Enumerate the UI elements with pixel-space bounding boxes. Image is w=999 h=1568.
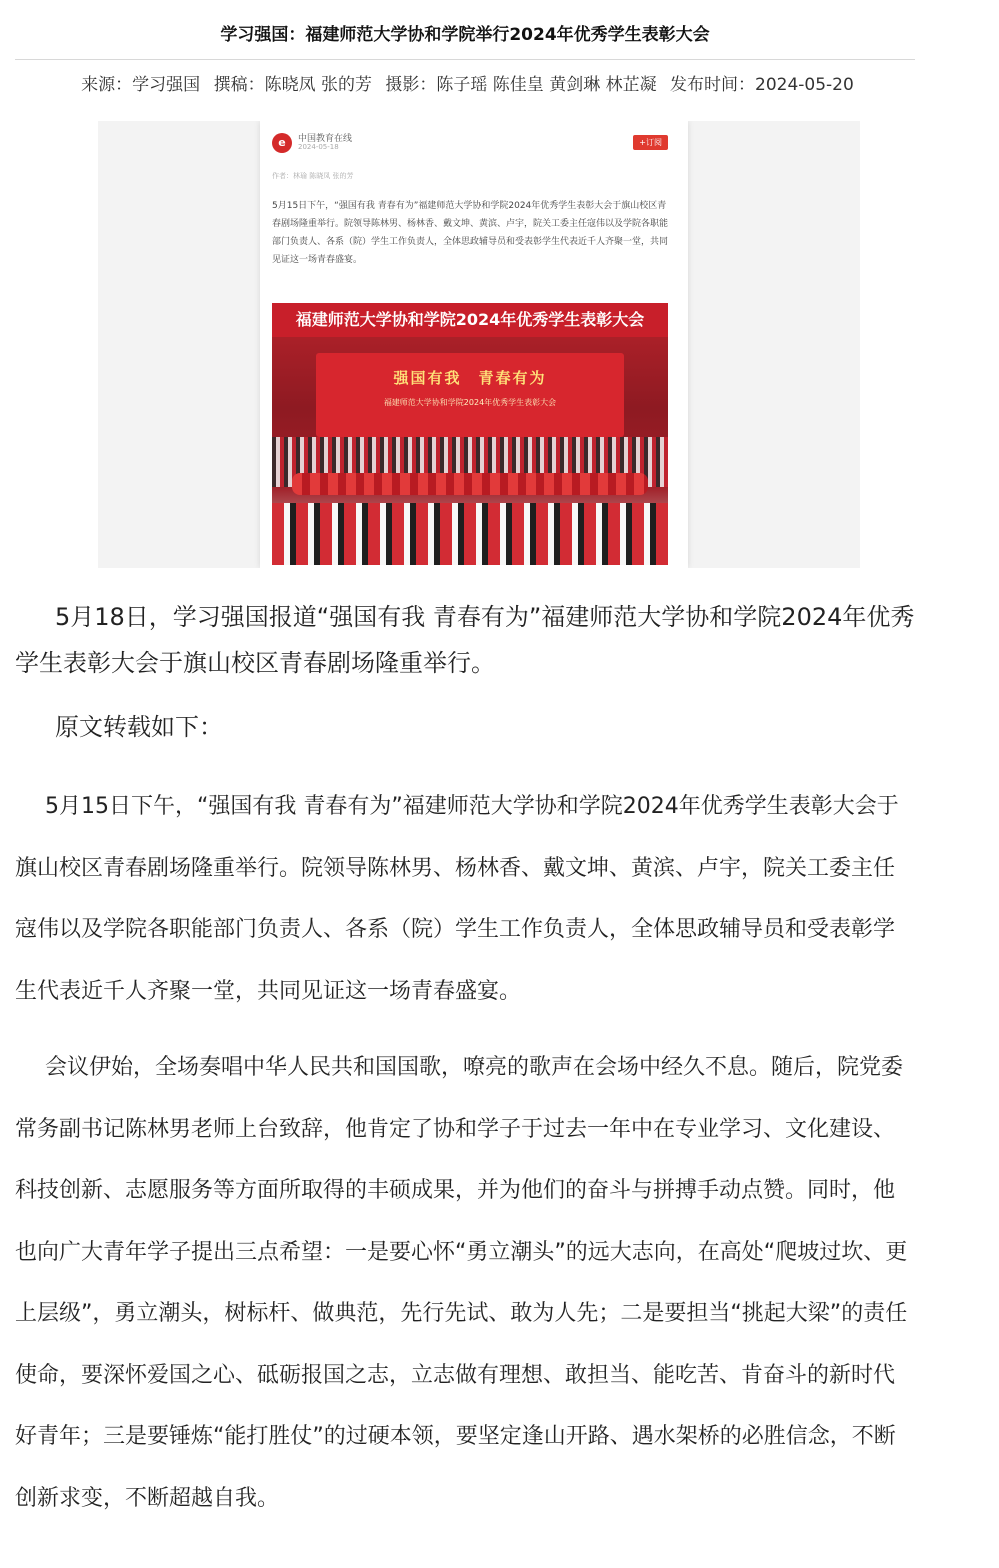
writers-label: 撰稿：陈晓凤 张的芳: [213, 75, 372, 95]
stage-slogan: 强国有我 青春有为: [393, 369, 547, 387]
photographers-label: 摄影：陈子瑶 陈佳皇 黄剑琳 林芷凝: [385, 75, 657, 95]
stage-subtitle: 福建师范大学协和学院2024年优秀学生表彰大会: [383, 398, 557, 407]
article-meta: [0, 70, 935, 95]
audience: [272, 503, 668, 565]
stage-screen: [316, 353, 624, 437]
body-paragraph-2: 会议伊始，全场奏唱中华人民共和国国歌，嘹亮的歌声在会场中经久不息。随后，院党委常务副书记陈林男老师上台致辞，他肯定了协和学子于过去一年中在专业学习、文化建设、科技创新、志愿服务等方面所取得的丰硕成果，并为他们的奋斗与拼搏手动点赞。同时，他也向广大青年学子提出三点希望：一是要心怀“勇立潮头”的远大志向，在高处“爬坡过坎、更上层级”，勇立潮头，树标杆、做典范，先行先试、敢为人先；二是要担当“挑起大梁”的责任使命，要深怀爱国之心、砥砺报国之志，立志做有理想、敢担当、能吃苦、肯奋斗的新时代好青年；三是要锤炼“能打胜仗”的过硬本领，要坚定逢山开路、遇水架桥的必胜信念，不断创新求变，不断超越自我。: [15, 1055, 908, 1511]
source-label: 来源：学习强国: [81, 75, 201, 95]
subscribe-button[interactable]: +订阅: [633, 135, 668, 150]
photo-banner: 福建师范大学协和学院2024年优秀学生表彰大会: [272, 303, 668, 337]
stage-dancers: [292, 473, 648, 495]
card-author: 作者：林瑜 陈晓凤 张的芳: [272, 172, 354, 180]
article-title: 学习强国：福建师范大学协和学院举行2024年优秀学生表彰大会: [220, 25, 710, 45]
news-card: [260, 121, 688, 568]
card-date: 2024-05-18: [298, 143, 339, 151]
body-paragraph-1: 5月15日下午，“强国有我 青春有为”福建师范大学协和学院2024年优秀学生表彰大会于旗山校区青春剧场隆重举行。院领导陈林男、杨林香、戴文坤、黄滨、卢宇，院关工委主任寇伟以及学院各职能部门负责人、各系（院）学生工作负责人，全体思政辅导员和受表彰学生代表近千人齐聚一堂，共同见证这一场青春盛宴。: [15, 794, 899, 1004]
intro-paragraph: 5月18日，学习强国报道“强国有我 青春有为”福建师范大学协和学院2024年优秀学生表彰大会于旗山校区青春剧场隆重举行。: [15, 603, 915, 677]
brand-logo-icon: e: [272, 133, 292, 153]
title-divider: [15, 59, 915, 60]
card-brand: 中国教育在线: [298, 134, 353, 144]
event-photo: [272, 303, 668, 565]
publish-time: 发布时间：2024-05-20: [670, 75, 854, 95]
repost-label: 原文转载如下：: [55, 713, 223, 741]
embedded-screenshot: [98, 121, 860, 568]
card-excerpt: 5月15日下午，“强国有我 青春有为”福建师范大学协和学院2024年优秀学生表彰大会于旗山校区青春剧场隆重举行。院领导陈林男、杨林香、戴文坤、黄滨、卢宇，院关工委主任寇伟以及学院各职能部门负责人、各系（院）学生工作负责人，全体思政辅导员和受表彰学生代表近千人齐聚一堂，共同见证这一场青春盛宴。: [272, 201, 669, 265]
